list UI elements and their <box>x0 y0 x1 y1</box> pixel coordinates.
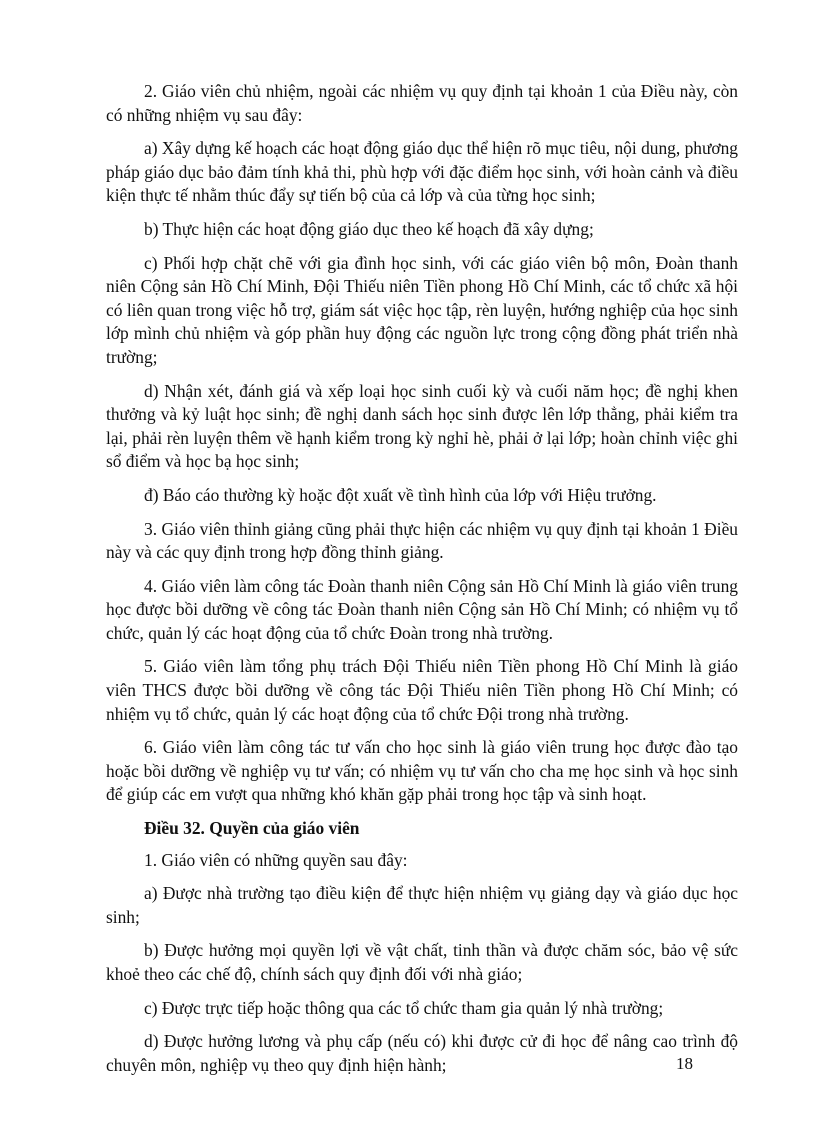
paragraph-clause-6: 6. Giáo viên làm công tác tư vấn cho học sinh là giáo viên trung học được đào tạo hoặc bồi dưỡng về nghiệp vụ tư vấn; có nhiệm vụ tư vấn cho cha mẹ học sinh và học sinh để giúp các em vượt qua những khó khăn gặp phải trong học tập và sinh hoạt. <box>106 737 738 805</box>
paragraph-right-b: b) Được hưởng mọi quyền lợi về vật chất, tinh thần và được chăm sóc, bảo vệ sức khoẻ theo các chế độ, chính sách quy định đối với nhà giáo; <box>106 940 738 984</box>
page-number: 18 <box>676 1054 693 1073</box>
paragraph-article-32-clause-1: 1. Giáo viên có những quyền sau đây: <box>144 849 408 870</box>
paragraph-item-c: c) Phối hợp chặt chẽ với gia đình học sinh, với các giáo viên bộ môn, Đoàn thanh niên Cộng sản Hồ Chí Minh, Đội Thiếu niên Tiền phong Hồ Chí Minh, các tổ chức xã hội có liên quan trong việc hỗ trợ, giám sát việc học tập, rèn luyện, hướng nghiệp của học sinh lớp mình chủ nhiệm và góp phần huy động các nguồn lực trong cộng đồng phát triển nhà trường; <box>106 252 738 367</box>
paragraph-right-a: a) Được nhà trường tạo điều kiện để thực hiện nhiệm vụ giảng dạy và giáo dục học sinh; <box>106 883 738 927</box>
paragraph-item-b: b) Thực hiện các hoạt động giáo dục theo kế hoạch đã xây dựng; <box>144 218 594 239</box>
paragraph-item-dd: đ) Báo cáo thường kỳ hoặc đột xuất về tình hình của lớp với Hiệu trưởng. <box>144 484 657 505</box>
paragraph-clause-4: 4. Giáo viên làm công tác Đoàn thanh niên Cộng sản Hồ Chí Minh là giáo viên trung học được bồi dưỡng về công tác Đoàn thanh niên Cộng sản Hồ Chí Minh; có nhiệm vụ tổ chức, quản lý các hoạt động của tổ chức Đoàn trong nhà trường. <box>106 575 738 643</box>
document-body <box>106 80 738 1087</box>
paragraph-clause-2: 2. Giáo viên chủ nhiệm, ngoài các nhiệm vụ quy định tại khoản 1 của Điều này, còn có những nhiệm vụ sau đây: <box>106 81 738 125</box>
paragraph-item-a: a) Xây dựng kế hoạch các hoạt động giáo dục thể hiện rõ mục tiêu, nội dung, phương pháp giáo dục bảo đảm tính khả thi, phù hợp với đặc điểm học sinh, với hoàn cảnh và điều kiện thực tế nhằm thúc đẩy sự tiến bộ của cả lớp và của từng học sinh; <box>106 138 738 206</box>
paragraph-item-d: d) Nhận xét, đánh giá và xếp loại học sinh cuối kỳ và cuối năm học; đề nghị khen thưởng và kỷ luật học sinh; đề nghị danh sách học sinh được lên lớp thẳng, phải kiểm tra lại, phải rèn luyện thêm về hạnh kiểm trong kỳ nghỉ hè, phải ở lại lớp; hoàn chỉnh việc ghi sổ điểm và học bạ học sinh; <box>106 380 738 472</box>
paragraph-right-c: c) Được trực tiếp hoặc thông qua các tổ chức tham gia quản lý nhà trường; <box>144 997 664 1018</box>
paragraph-clause-5: 5. Giáo viên làm tổng phụ trách Đội Thiếu niên Tiền phong Hồ Chí Minh là giáo viên THCS được bồi dưỡng về công tác Đội Thiếu niên Tiền phong Hồ Chí Minh; có nhiệm vụ tổ chức, quản lý các hoạt động của tổ chức Đội trong nhà trường. <box>106 656 738 724</box>
paragraph-clause-3: 3. Giáo viên thỉnh giảng cũng phải thực hiện các nhiệm vụ quy định tại khoản 1 Điều này và các quy định trong hợp đồng thỉnh giảng. <box>106 518 738 563</box>
paragraph-right-d: d) Được hưởng lương và phụ cấp (nếu có) khi được cử đi học để nâng cao trình độ chuyên môn, nghiệp vụ theo quy định hiện hành; <box>106 1031 738 1075</box>
article-32-heading: Điều 32. Quyền của giáo viên <box>144 818 360 839</box>
